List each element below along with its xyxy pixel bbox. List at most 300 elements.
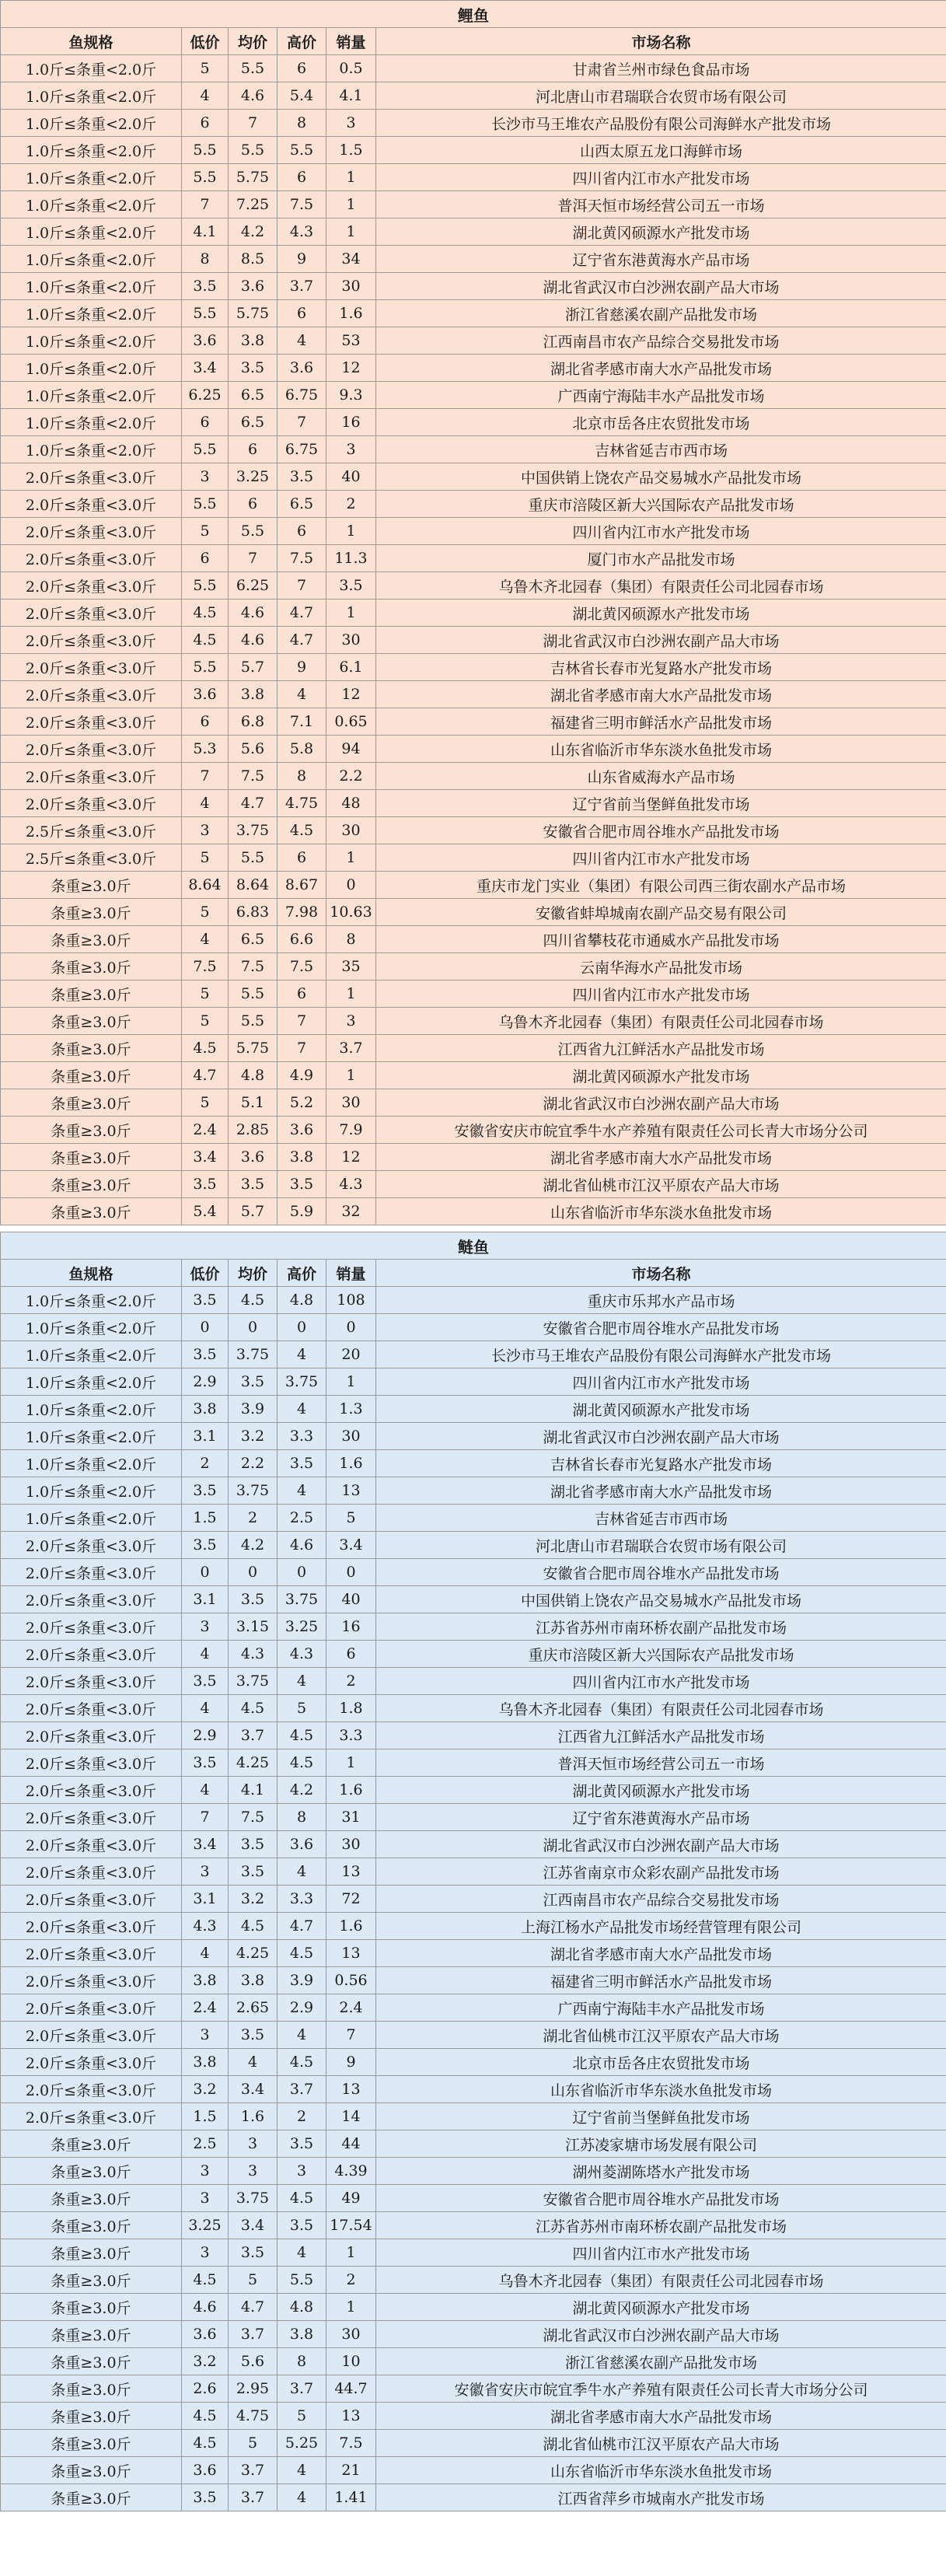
header-market: 市场名称 (376, 1260, 946, 1287)
avg-price-cell: 6.5 (229, 382, 278, 409)
low-price-cell: 4.5 (182, 2403, 229, 2430)
spec-cell: 2.0斤≤条重<3.0斤 (1, 1967, 182, 1994)
spec-cell: 2.0斤≤条重<3.0斤 (1, 654, 182, 681)
market-cell: 甘肃省兰州市绿色食品市场 (376, 55, 946, 82)
high-price-cell: 4.75 (278, 790, 326, 817)
spec-cell: 1.0斤≤条重<2.0斤 (1, 55, 182, 82)
market-cell: 江西省九江鲜活水产品批发市场 (376, 1035, 946, 1062)
spec-cell: 2.0斤≤条重<3.0斤 (1, 1559, 182, 1586)
volume-cell: 1 (326, 1368, 376, 1396)
high-price-cell: 6.6 (278, 926, 326, 953)
high-price-cell: 0 (278, 1314, 326, 1341)
table-row (1, 327, 946, 355)
avg-price-cell: 5 (229, 2430, 278, 2457)
low-price-cell: 3 (182, 463, 229, 491)
high-price-cell: 6.5 (278, 491, 326, 518)
table-row (1, 246, 946, 273)
avg-price-cell: 4.6 (229, 627, 278, 654)
volume-cell: 72 (326, 1886, 376, 1913)
low-price-cell: 0 (182, 1314, 229, 1341)
market-cell: 山东省临沂市华东淡水鱼批发市场 (376, 736, 946, 763)
market-cell: 长沙市马王堆农产品股份有限公司海鲜水产批发市场 (376, 1341, 946, 1368)
table-row (1, 1198, 946, 1225)
spec-cell: 2.0斤≤条重<3.0斤 (1, 518, 182, 545)
volume-cell: 30 (326, 1089, 376, 1117)
spec-cell: 条重≥3.0斤 (1, 872, 182, 899)
avg-price-cell: 6.8 (229, 708, 278, 736)
low-price-cell: 3.8 (182, 1396, 229, 1423)
market-cell: 湖北省仙桃市江汉平原农产品大市场 (376, 2022, 946, 2049)
volume-cell: 2.4 (326, 1994, 376, 2022)
market-cell: 广西南宁海陆丰水产品批发市场 (376, 382, 946, 409)
low-price-cell: 5.5 (182, 164, 229, 191)
low-price-cell: 3 (182, 2022, 229, 2049)
spec-cell: 2.0斤≤条重<3.0斤 (1, 2049, 182, 2076)
high-price-cell: 3.8 (278, 1144, 326, 1171)
table-row (1, 2049, 946, 2076)
high-price-cell: 3.25 (278, 1613, 326, 1641)
volume-cell: 44.7 (326, 2375, 376, 2403)
market-cell: 湖北省孝感市南大水产品批发市场 (376, 1477, 946, 1505)
avg-price-cell: 6.25 (229, 572, 278, 599)
avg-price-cell: 7.5 (229, 953, 278, 980)
volume-cell: 13 (326, 1940, 376, 1967)
avg-price-cell: 4.6 (229, 599, 278, 627)
low-price-cell: 4.6 (182, 2294, 229, 2321)
spec-cell: 2.0斤≤条重<3.0斤 (1, 2022, 182, 2049)
volume-cell: 53 (326, 327, 376, 355)
volume-cell: 1 (326, 191, 376, 218)
volume-cell: 1 (326, 518, 376, 545)
table-row (1, 681, 946, 708)
spec-cell: 1.0斤≤条重<2.0斤 (1, 137, 182, 164)
header-high: 高价 (278, 1260, 326, 1287)
header-avg: 均价 (229, 28, 278, 55)
market-cell: 湖北省武汉市白沙洲农副产品大市场 (376, 1831, 946, 1858)
avg-price-cell: 6 (229, 436, 278, 463)
volume-cell: 40 (326, 1586, 376, 1613)
volume-cell: 94 (326, 736, 376, 763)
spec-cell: 1.0斤≤条重<2.0斤 (1, 218, 182, 246)
low-price-cell: 3 (182, 1613, 229, 1641)
spec-cell: 条重≥3.0斤 (1, 2348, 182, 2375)
table-row (1, 1858, 946, 1886)
volume-cell: 1 (326, 1749, 376, 1777)
high-price-cell: 5.5 (278, 2267, 326, 2294)
market-cell: 安徽省合肥市周谷堆水产品批发市场 (376, 1559, 946, 1586)
table-row (1, 1613, 946, 1641)
high-price-cell: 4.5 (278, 2049, 326, 2076)
spec-cell: 条重≥3.0斤 (1, 1117, 182, 1144)
table-row (1, 436, 946, 463)
avg-price-cell: 5.75 (229, 1035, 278, 1062)
high-price-cell: 4 (278, 1341, 326, 1368)
volume-cell: 30 (326, 817, 376, 844)
table-row (1, 518, 946, 545)
table-row (1, 2130, 946, 2158)
volume-cell: 7.9 (326, 1117, 376, 1144)
table-row (1, 1287, 946, 1314)
low-price-cell: 4.5 (182, 1035, 229, 1062)
spec-cell: 2.0斤≤条重<3.0斤 (1, 708, 182, 736)
high-price-cell: 6 (278, 300, 326, 327)
avg-price-cell: 3.5 (229, 1858, 278, 1886)
volume-cell: 31 (326, 1804, 376, 1831)
table-row (1, 654, 946, 681)
spec-cell: 2.0斤≤条重<3.0斤 (1, 790, 182, 817)
volume-cell: 4.1 (326, 82, 376, 110)
spec-cell: 2.0斤≤条重<3.0斤 (1, 1886, 182, 1913)
avg-price-cell: 3.5 (229, 2022, 278, 2049)
volume-cell: 1 (326, 980, 376, 1008)
table-row (1, 2076, 946, 2103)
high-price-cell: 3.5 (278, 1171, 326, 1198)
spec-cell: 1.0斤≤条重<2.0斤 (1, 246, 182, 273)
volume-cell: 30 (326, 627, 376, 654)
high-price-cell: 5.9 (278, 1198, 326, 1225)
spec-cell: 2.0斤≤条重<3.0斤 (1, 1586, 182, 1613)
high-price-cell: 4.2 (278, 1777, 326, 1804)
spec-cell: 1.0斤≤条重<2.0斤 (1, 1314, 182, 1341)
market-cell: 安徽省合肥市周谷堆水产品批发市场 (376, 1314, 946, 1341)
high-price-cell: 4.3 (278, 1641, 326, 1668)
market-cell: 吉林省长春市光复路水产批发市场 (376, 654, 946, 681)
market-cell: 北京市岳各庄农贸批发市场 (376, 2049, 946, 2076)
spec-cell: 1.0斤≤条重<2.0斤 (1, 382, 182, 409)
spec-cell: 1.0斤≤条重<2.0斤 (1, 409, 182, 436)
low-price-cell: 3 (182, 2158, 229, 2185)
low-price-cell: 3.5 (182, 1171, 229, 1198)
avg-price-cell: 3.2 (229, 1423, 278, 1450)
spec-cell: 条重≥3.0斤 (1, 1089, 182, 1117)
section-gap (1, 1225, 946, 1232)
low-price-cell: 5.5 (182, 572, 229, 599)
table-row (1, 2267, 946, 2294)
table-row (1, 273, 946, 300)
high-price-cell: 4 (278, 327, 326, 355)
volume-cell: 2 (326, 1668, 376, 1695)
avg-price-cell: 5.5 (229, 1008, 278, 1035)
market-cell: 湖北省孝感市南大水产品批发市场 (376, 1940, 946, 1967)
high-price-cell: 4.9 (278, 1062, 326, 1089)
spec-cell: 1.0斤≤条重<2.0斤 (1, 1450, 182, 1477)
avg-price-cell: 3.5 (229, 355, 278, 382)
spec-cell: 2.0斤≤条重<3.0斤 (1, 2076, 182, 2103)
low-price-cell: 5 (182, 518, 229, 545)
volume-cell: 44 (326, 2130, 376, 2158)
table-row (1, 1586, 946, 1613)
avg-price-cell: 5.5 (229, 980, 278, 1008)
avg-price-cell: 4.7 (229, 790, 278, 817)
volume-cell: 0 (326, 872, 376, 899)
high-price-cell: 4 (278, 681, 326, 708)
market-cell: 四川省内江市水产批发市场 (376, 518, 946, 545)
high-price-cell: 3.3 (278, 1886, 326, 1913)
table-row (1, 2185, 946, 2212)
low-price-cell: 5 (182, 844, 229, 872)
volume-cell: 48 (326, 790, 376, 817)
volume-cell: 1 (326, 2239, 376, 2267)
market-cell: 江苏凌家塘市场发展有限公司 (376, 2130, 946, 2158)
market-cell: 长沙市马王堆农产品股份有限公司海鲜水产批发市场 (376, 110, 946, 137)
high-price-cell: 4.5 (278, 1940, 326, 1967)
market-cell: 湖北黄冈硕源水产批发市场 (376, 599, 946, 627)
low-price-cell: 3.4 (182, 1831, 229, 1858)
low-price-cell: 3.1 (182, 1886, 229, 1913)
table-row (1, 1777, 946, 1804)
volume-cell: 1 (326, 844, 376, 872)
high-price-cell: 3.6 (278, 355, 326, 382)
avg-price-cell: 5.6 (229, 736, 278, 763)
market-cell: 安徽省安庆市皖宜季牛水产养殖有限责任公司长青大市场分公司 (376, 2375, 946, 2403)
high-price-cell: 7.5 (278, 953, 326, 980)
avg-price-cell: 4 (229, 2049, 278, 2076)
volume-cell: 13 (326, 1858, 376, 1886)
table-row (1, 1089, 946, 1117)
volume-cell: 6.1 (326, 654, 376, 681)
volume-cell: 9 (326, 2049, 376, 2076)
table-row (1, 382, 946, 409)
avg-price-cell: 4.2 (229, 1532, 278, 1559)
high-price-cell: 3.5 (278, 2130, 326, 2158)
low-price-cell: 2.9 (182, 1722, 229, 1749)
spec-cell: 条重≥3.0斤 (1, 980, 182, 1008)
table-row (1, 2457, 946, 2484)
market-cell: 厦门市水产品批发市场 (376, 545, 946, 572)
high-price-cell: 6 (278, 844, 326, 872)
high-price-cell: 3.5 (278, 463, 326, 491)
table-row (1, 1695, 946, 1722)
high-price-cell: 4.5 (278, 1722, 326, 1749)
avg-price-cell: 6 (229, 491, 278, 518)
low-price-cell: 4.5 (182, 2430, 229, 2457)
low-price-cell: 5 (182, 980, 229, 1008)
table-row (1, 218, 946, 246)
spec-cell: 1.0斤≤条重<2.0斤 (1, 1423, 182, 1450)
high-price-cell: 4 (278, 2457, 326, 2484)
high-price-cell: 2.5 (278, 1505, 326, 1532)
spec-cell: 条重≥3.0斤 (1, 1035, 182, 1062)
avg-price-cell: 3 (229, 2130, 278, 2158)
avg-price-cell: 3.6 (229, 1144, 278, 1171)
table-row (1, 463, 946, 491)
avg-price-cell: 7.25 (229, 191, 278, 218)
low-price-cell: 5.5 (182, 436, 229, 463)
volume-cell: 108 (326, 1287, 376, 1314)
volume-cell: 20 (326, 1341, 376, 1368)
high-price-cell: 3.6 (278, 1831, 326, 1858)
avg-price-cell: 2.95 (229, 2375, 278, 2403)
high-price-cell: 4 (278, 2484, 326, 2511)
avg-price-cell: 5.7 (229, 1198, 278, 1225)
high-price-cell: 3.75 (278, 1368, 326, 1396)
table-row (1, 1341, 946, 1368)
volume-cell: 3.4 (326, 1532, 376, 1559)
high-price-cell: 5.5 (278, 137, 326, 164)
section-title: 鲤鱼 (1, 1, 946, 28)
volume-cell: 21 (326, 2457, 376, 2484)
table-row (1, 1368, 946, 1396)
low-price-cell: 5.3 (182, 736, 229, 763)
volume-cell: 0 (326, 1559, 376, 1586)
volume-cell: 1 (326, 599, 376, 627)
low-price-cell: 3 (182, 2185, 229, 2212)
market-cell: 乌鲁木齐北园春（集团）有限责任公司北园春市场 (376, 572, 946, 599)
table-row (1, 1722, 946, 1749)
avg-price-cell: 6.5 (229, 926, 278, 953)
volume-cell: 1.6 (326, 300, 376, 327)
low-price-cell: 5 (182, 1008, 229, 1035)
avg-price-cell: 5.5 (229, 518, 278, 545)
market-cell: 湖北黄冈硕源水产批发市场 (376, 1396, 946, 1423)
market-cell: 江西省九江鲜活水产品批发市场 (376, 1722, 946, 1749)
table-row (1, 82, 946, 110)
spec-cell: 1.0斤≤条重<2.0斤 (1, 110, 182, 137)
market-cell: 安徽省蚌埠城南农副产品交易有限公司 (376, 899, 946, 926)
table-row (1, 355, 946, 382)
header-high: 高价 (278, 28, 326, 55)
spec-cell: 条重≥3.0斤 (1, 2130, 182, 2158)
avg-price-cell: 7 (229, 545, 278, 572)
spec-cell: 条重≥3.0斤 (1, 1171, 182, 1198)
high-price-cell: 4.8 (278, 1287, 326, 1314)
low-price-cell: 4.5 (182, 599, 229, 627)
avg-price-cell: 3.15 (229, 1613, 278, 1641)
avg-price-cell: 3 (229, 2158, 278, 2185)
market-cell: 吉林省延吉市西市场 (376, 1505, 946, 1532)
avg-price-cell: 3.5 (229, 1831, 278, 1858)
volume-cell: 7 (326, 2022, 376, 2049)
volume-cell: 1 (326, 2294, 376, 2321)
high-price-cell: 0 (278, 1559, 326, 1586)
high-price-cell: 4.7 (278, 627, 326, 654)
avg-price-cell: 4.2 (229, 218, 278, 246)
low-price-cell: 3.6 (182, 327, 229, 355)
spec-cell: 1.0斤≤条重<2.0斤 (1, 1368, 182, 1396)
spec-cell: 2.0斤≤条重<3.0斤 (1, 1722, 182, 1749)
avg-price-cell: 3.8 (229, 681, 278, 708)
volume-cell: 16 (326, 1613, 376, 1641)
low-price-cell: 5.4 (182, 1198, 229, 1225)
market-cell: 安徽省合肥市周谷堆水产品批发市场 (376, 817, 946, 844)
volume-cell: 30 (326, 1423, 376, 1450)
avg-price-cell: 3.5 (229, 1586, 278, 1613)
low-price-cell: 2.4 (182, 1117, 229, 1144)
low-price-cell: 6.25 (182, 382, 229, 409)
table-row (1, 1913, 946, 1940)
low-price-cell: 5.5 (182, 300, 229, 327)
market-cell: 乌鲁木齐北园春（集团）有限责任公司北园春市场 (376, 1695, 946, 1722)
spec-cell: 2.0斤≤条重<3.0斤 (1, 599, 182, 627)
spec-cell: 2.0斤≤条重<3.0斤 (1, 1858, 182, 1886)
spec-cell: 条重≥3.0斤 (1, 2239, 182, 2267)
high-price-cell: 2.9 (278, 1994, 326, 2022)
market-cell: 福建省三明市鲜活水产品批发市场 (376, 1967, 946, 1994)
spec-cell: 2.0斤≤条重<3.0斤 (1, 1613, 182, 1641)
spec-cell: 2.0斤≤条重<3.0斤 (1, 545, 182, 572)
low-price-cell: 2.9 (182, 1368, 229, 1396)
table-row (1, 2022, 946, 2049)
avg-price-cell: 4.1 (229, 1777, 278, 1804)
high-price-cell: 8 (278, 110, 326, 137)
table-row (1, 572, 946, 599)
avg-price-cell: 3.5 (229, 1171, 278, 1198)
market-cell: 重庆市涪陵区新大兴国际农产品批发市场 (376, 1641, 946, 1668)
avg-price-cell: 8.64 (229, 872, 278, 899)
avg-price-cell: 5.5 (229, 137, 278, 164)
low-price-cell: 3.6 (182, 2457, 229, 2484)
spec-cell: 条重≥3.0斤 (1, 926, 182, 953)
spec-cell: 2.0斤≤条重<3.0斤 (1, 1641, 182, 1668)
volume-cell: 34 (326, 246, 376, 273)
avg-price-cell: 0 (229, 1559, 278, 1586)
spec-cell: 2.5斤≤条重<3.0斤 (1, 844, 182, 872)
market-cell: 福建省三明市鲜活水产品批发市场 (376, 708, 946, 736)
high-price-cell: 3.9 (278, 1967, 326, 1994)
avg-price-cell: 2.65 (229, 1994, 278, 2022)
high-price-cell: 4.7 (278, 1913, 326, 1940)
spec-cell: 条重≥3.0斤 (1, 2375, 182, 2403)
table-row (1, 55, 946, 82)
high-price-cell: 4.8 (278, 2294, 326, 2321)
table-row (1, 926, 946, 953)
avg-price-cell: 7 (229, 110, 278, 137)
table-row (1, 1994, 946, 2022)
market-cell: 湖北黄冈硕源水产批发市场 (376, 218, 946, 246)
spec-cell: 2.0斤≤条重<3.0斤 (1, 763, 182, 790)
table-row (1, 191, 946, 218)
spec-cell: 2.0斤≤条重<3.0斤 (1, 1913, 182, 1940)
market-cell: 中国供销上饶农产品交易城水产品批发市场 (376, 1586, 946, 1613)
market-cell: 湖北省孝感市南大水产品批发市场 (376, 681, 946, 708)
spec-cell: 条重≥3.0斤 (1, 2403, 182, 2430)
high-price-cell: 3.7 (278, 273, 326, 300)
spec-cell: 2.0斤≤条重<3.0斤 (1, 1940, 182, 1967)
low-price-cell: 3.5 (182, 1341, 229, 1368)
market-cell: 辽宁省前当堡鲜鱼批发市场 (376, 2103, 946, 2130)
high-price-cell: 3.7 (278, 2076, 326, 2103)
high-price-cell: 6.75 (278, 436, 326, 463)
avg-price-cell: 3.7 (229, 2321, 278, 2348)
avg-price-cell: 8.5 (229, 246, 278, 273)
volume-cell: 6 (326, 1641, 376, 1668)
spec-cell: 2.0斤≤条重<3.0斤 (1, 1777, 182, 1804)
volume-cell: 0.5 (326, 55, 376, 82)
low-price-cell: 4 (182, 1940, 229, 1967)
high-price-cell: 4 (278, 1858, 326, 1886)
table-row (1, 1641, 946, 1668)
avg-price-cell: 3.9 (229, 1396, 278, 1423)
market-cell: 山东省临沂市华东淡水鱼批发市场 (376, 2076, 946, 2103)
table-row (1, 110, 946, 137)
high-price-cell: 4 (278, 2022, 326, 2049)
table-row (1, 2294, 946, 2321)
high-price-cell: 7.1 (278, 708, 326, 736)
high-price-cell: 5.8 (278, 736, 326, 763)
spec-cell: 1.0斤≤条重<2.0斤 (1, 82, 182, 110)
high-price-cell: 4.5 (278, 817, 326, 844)
avg-price-cell: 4.5 (229, 1287, 278, 1314)
volume-cell: 10.63 (326, 899, 376, 926)
low-price-cell: 3.8 (182, 1967, 229, 1994)
spec-cell: 2.0斤≤条重<3.0斤 (1, 681, 182, 708)
volume-cell: 3.5 (326, 572, 376, 599)
table-row (1, 1171, 946, 1198)
high-price-cell: 3 (278, 2158, 326, 2185)
high-price-cell: 3.5 (278, 2212, 326, 2239)
market-cell: 四川省攀枝花市通威水产品批发市场 (376, 926, 946, 953)
volume-cell: 3.7 (326, 1035, 376, 1062)
